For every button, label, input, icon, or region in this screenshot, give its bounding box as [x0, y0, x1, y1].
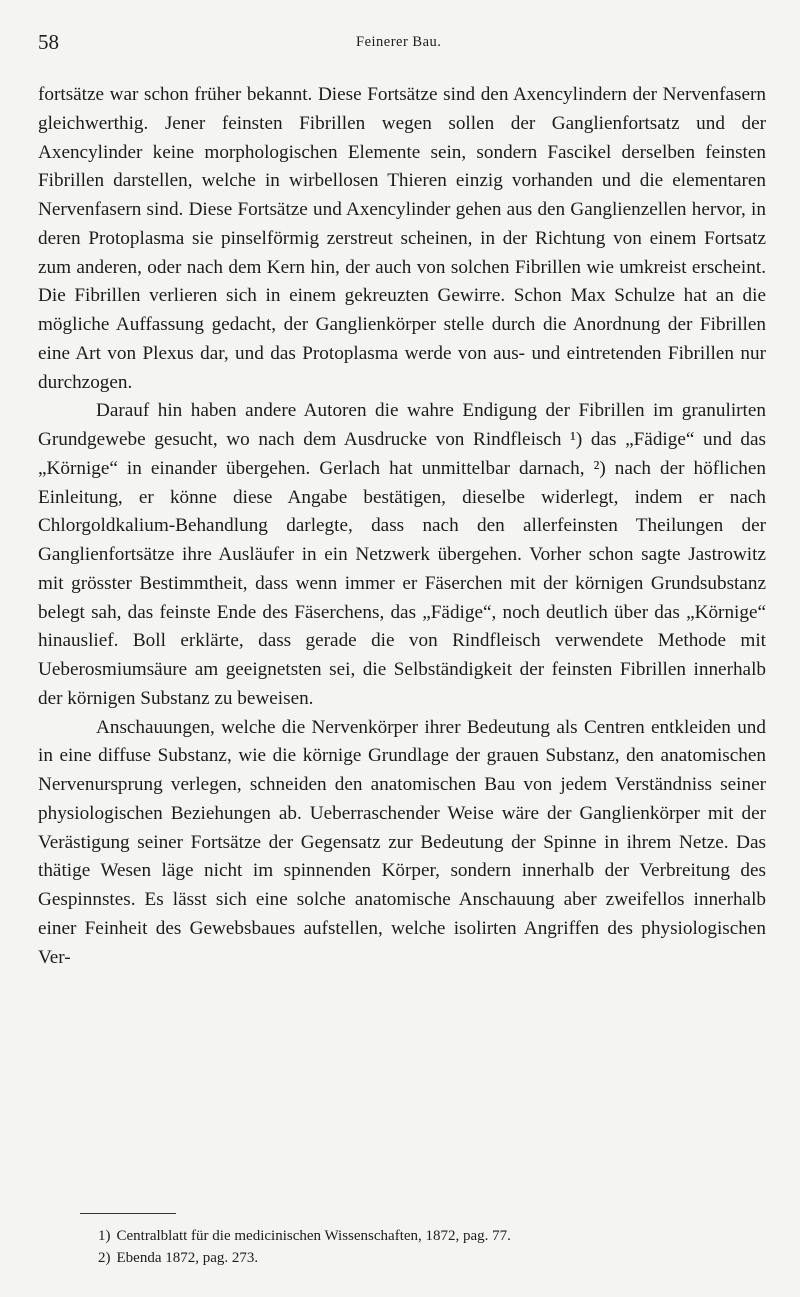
paragraph-1: fortsätze war schon früher bekannt. Diese Fortsätze sind den Axencylindern der Nervenfasern gleichwerthig. Jener feinsten Fibrillen wegen sollen der Ganglienfortsatz und der Axencylinder keine morphologischen Elemente sein, sondern Fascikel derselben feinsten Fibrillen darstellen, welche in wirbellosen Thieren einzig vorhanden und die elementaren Nervenfasern sind. Diese Fortsätze und Axencylinder gehen aus den Ganglienzellen hervor, in deren Protoplasma sie pinselförmig zerstreut scheinen, in der Richtung von einem Fortsatz zum anderen, oder nach dem Kern hin, der auch von solchen Fibrillen wie umkreist erscheint. Die Fibrillen verlieren sich in einem gekreuzten Gewirre. Schon Max Schulze hat an die mögliche Auffassung gedacht, der Ganglienkörper stelle durch die Anordnung der Fibrillen eine Art von Plexus dar, und das Protoplasma werde von aus- und eintretenden Fibrillen nur durchzogen.	[38, 84, 766, 393]
paragraph-2: Darauf hin haben andere Autoren die wahre Endigung der Fibrillen im granulirten Grundgewebe gesucht, wo nach dem Ausdrucke von Rindfleisch ¹) das „Fädige“ und das „Körnige“ in einander übergehen. Gerlach hat unmittelbar darnach, ²) nach der höflichen Einleitung, er könne diese Angabe bestätigen, dieselbe widerlegt, indem er nach Chlorgoldkalium-Behandlung darlegte, dass nach den allerfeinsten Theilungen der Ganglienfortsätze ihre Ausläufer in ein Netzwerk übergehen. Vorher schon sagte Jastrowitz mit grösster Bestimmtheit, dass wenn immer er Fäserchen mit der körnigen Grundsubstanz belegt sah, das feinste Ende des Fäserchens, das „Fädige“, noch deutlich über das „Körnige“ hinauslief. Boll erklärte, dass gerade die von Rindfleisch verwendete Methode mit Ueberosmiumsäure am geeignetsten sei, die Selbständigkeit der feinsten Fibrillen innerhalb der körnigen Substanz zu beweisen.	[38, 400, 766, 709]
running-head: Feinerer Bau.	[356, 34, 442, 50]
paragraph-3: Anschauungen, welche die Nervenkörper ihrer Bedeutung als Centren entkleiden und in eine diffuse Substanz, wie die körnige Grundlage der grauen Substanz, den anatomischen Nervenursprung verlegen, schneiden den anatomischen Bau von jedem Verständniss seiner physiologischen Beziehungen ab. Ueberraschender Weise wäre der Ganglienkörper mit der Verästigung seiner Fortsätze der Gegensatz zur Bedeutung der Spinne in ihrem Netze. Das thätige Wesen läge nicht im spinnenden Körper, sondern innerhalb der Verbreitung des Gespinnstes. Es lässt sich eine solche anatomische Anschauung aber zweifellos innerhalb einer Feinheit des Gewebsbaues aufstellen, welche isolirten Angriffen des physiologischen Ver-	[38, 716, 766, 968]
footnote-1-text: Centralblatt für die medicinischen Wissenschaften, 1872, pag. 77.	[116, 1228, 511, 1244]
footnote-2-text: Ebenda 1872, pag. 273.	[116, 1250, 259, 1266]
footnotes	[98, 1225, 758, 1269]
body-text	[38, 81, 766, 972]
footnote-1-marker: 1)	[98, 1228, 111, 1244]
footnote-2-marker: 2)	[98, 1250, 111, 1266]
page-header	[38, 30, 764, 58]
footnote-2	[98, 1247, 758, 1269]
page-number: 58	[38, 30, 59, 54]
footnote-1	[98, 1225, 758, 1247]
footnote-rule	[80, 1213, 176, 1214]
